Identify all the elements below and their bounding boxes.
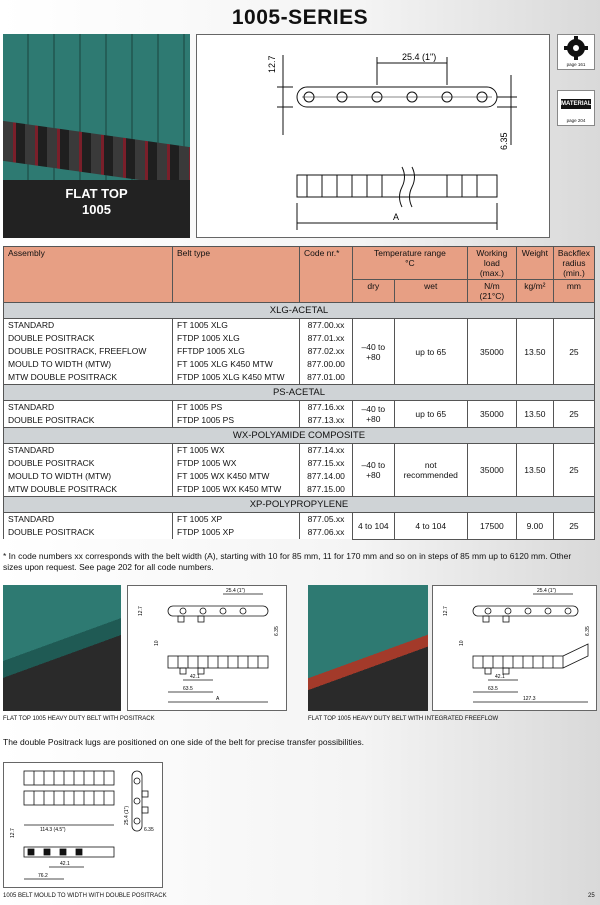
page-number: 25 bbox=[588, 893, 595, 899]
cell-assembly: STANDARD bbox=[4, 444, 173, 458]
cell-belt: FT 1005 PS bbox=[173, 401, 300, 415]
mtw-drawing-svg bbox=[4, 763, 162, 887]
cell-assembly: MTW DOUBLE POSITRACK bbox=[4, 483, 173, 497]
page-title: 1005-SERIES bbox=[231, 6, 369, 29]
footnote: * In code numbers xx corresponds with the belt width (A), starting with 10 for 85 mm, 11 for 170 mm and so on in steps of 85 mm up to 6120 mm. Other sizes upon request. See page 202 for all code numbers. bbox=[3, 551, 572, 572]
cell-backflex: 25 bbox=[553, 401, 594, 428]
positrack-drawing-svg bbox=[128, 586, 286, 710]
cell-assembly: DOUBLE POSITRACK, FREEFLOW bbox=[4, 345, 173, 358]
d1-width: A bbox=[216, 696, 220, 702]
table-row bbox=[4, 401, 595, 415]
cell-assembly: DOUBLE POSITRACK bbox=[4, 526, 173, 539]
material-page-ref: page 204 bbox=[566, 118, 586, 123]
cell-code: 877.15.xx bbox=[300, 457, 353, 470]
d2-lug: 10 bbox=[459, 640, 465, 646]
cell-code: 877.05.xx bbox=[300, 513, 353, 527]
width-label: A bbox=[393, 212, 400, 222]
cell-assembly: MOULD TO WIDTH (MTW) bbox=[4, 470, 173, 483]
cell-code: 877.14.00 bbox=[300, 470, 353, 483]
freeflow-drawing bbox=[432, 585, 597, 711]
cell-dry: –40 to +80 bbox=[353, 319, 395, 385]
header-load-unit: N/m (21°C) bbox=[467, 280, 516, 303]
section-row bbox=[4, 497, 595, 513]
header-code: Code nr.* bbox=[300, 247, 353, 303]
cell-assembly: STANDARD bbox=[4, 319, 173, 333]
d3-pitch: 25.4 (1") bbox=[124, 805, 130, 825]
cell-load: 35000 bbox=[467, 319, 516, 385]
technical-drawing bbox=[196, 34, 550, 238]
height-label: 12.7 bbox=[267, 55, 277, 73]
cell-code: 877.01.xx bbox=[300, 332, 353, 345]
cell-dry: –40 to +80 bbox=[353, 401, 395, 428]
d2-dim1: 42.1 bbox=[495, 674, 505, 680]
d3-dim1: 42.1 bbox=[60, 861, 70, 867]
freeflow-drawing-svg bbox=[433, 586, 596, 710]
pitch-label: 25.4 (1") bbox=[402, 52, 437, 62]
cell-load: 35000 bbox=[467, 401, 516, 428]
d2-dim2: 63.5 bbox=[488, 686, 498, 692]
cell-code: 877.01.00 bbox=[300, 371, 353, 385]
header-wet: wet bbox=[394, 280, 467, 303]
cell-belt: FT 1005 WX K450 MTW bbox=[173, 470, 300, 483]
d1-pitch: 25.4 (1") bbox=[226, 588, 246, 594]
header-temp-label: Temperature range bbox=[374, 248, 446, 258]
d1-thickness: 6.35 bbox=[274, 626, 280, 636]
cell-weight: 9.00 bbox=[516, 513, 553, 540]
positrack-note: The double Positrack lugs are positioned on one side of the belt for precise transfer possibilities. bbox=[3, 737, 364, 747]
d1-dim2: 63.5 bbox=[183, 686, 193, 692]
header-weight: Weight bbox=[516, 247, 553, 280]
mtw-drawing bbox=[3, 762, 163, 888]
header-load: Working load (max.) bbox=[467, 247, 516, 280]
cell-dry: 4 to 104 bbox=[353, 513, 395, 540]
d2-height: 12.7 bbox=[443, 606, 449, 616]
section-name: WX-POLYAMIDE COMPOSITE bbox=[4, 428, 595, 444]
cell-code: 877.00.00 bbox=[300, 358, 353, 371]
cell-code: 877.15.00 bbox=[300, 483, 353, 497]
header-belt-type: Belt type bbox=[173, 247, 300, 303]
cell-belt: FT 1005 XLG K450 MTW bbox=[173, 358, 300, 371]
table-row bbox=[4, 319, 595, 333]
table-row bbox=[4, 513, 595, 527]
cell-assembly: MOULD TO WIDTH (MTW) bbox=[4, 358, 173, 371]
belt-drawing-svg bbox=[197, 35, 549, 237]
d1-dim1: 42.1 bbox=[190, 674, 200, 680]
cell-wet: up to 65 bbox=[394, 401, 467, 428]
photo-caption-line2: 1005 bbox=[82, 202, 111, 217]
sprocket-icon-box[interactable] bbox=[557, 34, 595, 70]
cell-wet: up to 65 bbox=[394, 319, 467, 385]
d2-dim3: 127.3 bbox=[523, 696, 536, 702]
cell-code: 877.00.xx bbox=[300, 319, 353, 333]
cell-weight: 13.50 bbox=[516, 401, 553, 428]
header-weight-unit: kg/m² bbox=[516, 280, 553, 303]
section-name: XLG-ACETAL bbox=[4, 303, 595, 319]
positrack-drawing bbox=[127, 585, 287, 711]
section-row bbox=[4, 385, 595, 401]
cell-assembly: STANDARD bbox=[4, 401, 173, 415]
d1-lug: 10 bbox=[154, 640, 160, 646]
material-icon-box[interactable] bbox=[557, 90, 595, 126]
spec-table bbox=[3, 246, 595, 540]
cell-assembly: DOUBLE POSITRACK bbox=[4, 457, 173, 470]
cell-dry: –40 to +80 bbox=[353, 444, 395, 497]
cell-assembly: DOUBLE POSITRACK bbox=[4, 332, 173, 345]
header-temp-unit: °C bbox=[405, 258, 415, 268]
header-backflex: Backflex radius (min.) bbox=[553, 247, 594, 280]
photo-caption-line1: FLAT TOP bbox=[65, 186, 128, 201]
sprocket-page-ref: page 161 bbox=[566, 62, 586, 67]
cell-belt: FT 1005 XP bbox=[173, 513, 300, 527]
cell-assembly: MTW DOUBLE POSITRACK bbox=[4, 371, 173, 385]
cell-load: 35000 bbox=[467, 444, 516, 497]
caption-mtw: 1005 BELT MOULD TO WIDTH WITH DOUBLE POSITRACK bbox=[3, 893, 167, 899]
thickness-label: 6.35 bbox=[499, 132, 509, 150]
section-row bbox=[4, 303, 595, 319]
heavy-duty-positrack-photo bbox=[3, 585, 121, 711]
product-photo bbox=[3, 34, 190, 238]
cell-belt: FT 1005 WX bbox=[173, 444, 300, 458]
cell-code: 877.14.xx bbox=[300, 444, 353, 458]
cell-belt: FT 1005 XLG bbox=[173, 319, 300, 333]
cell-load: 17500 bbox=[467, 513, 516, 540]
header-assembly: Assembly bbox=[4, 247, 173, 303]
cell-assembly: DOUBLE POSITRACK bbox=[4, 414, 173, 428]
cell-belt: FTDP 1005 PS bbox=[173, 414, 300, 428]
cell-belt: FTDP 1005 WX K450 MTW bbox=[173, 483, 300, 497]
cell-backflex: 25 bbox=[553, 513, 594, 540]
cell-wet: 4 to 104 bbox=[394, 513, 467, 540]
material-icon: MATERIAL bbox=[561, 101, 592, 107]
cell-code: 877.13.xx bbox=[300, 414, 353, 428]
d3-height: 12.7 bbox=[10, 828, 16, 838]
cell-weight: 13.50 bbox=[516, 319, 553, 385]
table-row bbox=[4, 444, 595, 458]
d3-thickness: 6.35 bbox=[144, 827, 154, 833]
cell-backflex: 25 bbox=[553, 319, 594, 385]
sprocket-icon bbox=[558, 35, 594, 61]
spec-table-body bbox=[4, 303, 595, 540]
section-name: XP-POLYPROPYLENE bbox=[4, 497, 595, 513]
caption-freeflow: FLAT TOP 1005 HEAVY DUTY BELT WITH INTEGRATED FREEFLOW bbox=[308, 716, 499, 722]
cell-code: 877.16.xx bbox=[300, 401, 353, 415]
cell-assembly: STANDARD bbox=[4, 513, 173, 527]
cell-belt: FTDP 1005 WX bbox=[173, 457, 300, 470]
header-temp bbox=[353, 247, 468, 280]
header-backflex-unit: mm bbox=[553, 280, 594, 303]
cell-code: 877.06.xx bbox=[300, 526, 353, 539]
d2-pitch: 25.4 (1") bbox=[537, 588, 557, 594]
section-row bbox=[4, 428, 595, 444]
heavy-duty-freeflow-photo bbox=[308, 585, 428, 711]
cell-backflex: 25 bbox=[553, 444, 594, 497]
cell-weight: 13.50 bbox=[516, 444, 553, 497]
cell-belt: FTDP 1005 XLG K450 MTW bbox=[173, 371, 300, 385]
cell-belt: FFTDP 1005 XLG bbox=[173, 345, 300, 358]
d1-height: 12.7 bbox=[138, 606, 144, 616]
d3-dim2: 76.2 bbox=[38, 873, 48, 879]
cell-belt: FTDP 1005 XP bbox=[173, 526, 300, 539]
cell-belt: FTDP 1005 XLG bbox=[173, 332, 300, 345]
caption-positrack: FLAT TOP 1005 HEAVY DUTY BELT WITH POSITRACK bbox=[3, 716, 155, 722]
header-dry: dry bbox=[353, 280, 395, 303]
d2-thickness: 6.35 bbox=[585, 626, 591, 636]
d3-width: 114.3 (4.5") bbox=[40, 827, 66, 833]
photo-caption bbox=[3, 180, 190, 238]
cell-code: 877.02.xx bbox=[300, 345, 353, 358]
section-name: PS-ACETAL bbox=[4, 385, 595, 401]
cell-wet: not recommended bbox=[394, 444, 467, 497]
